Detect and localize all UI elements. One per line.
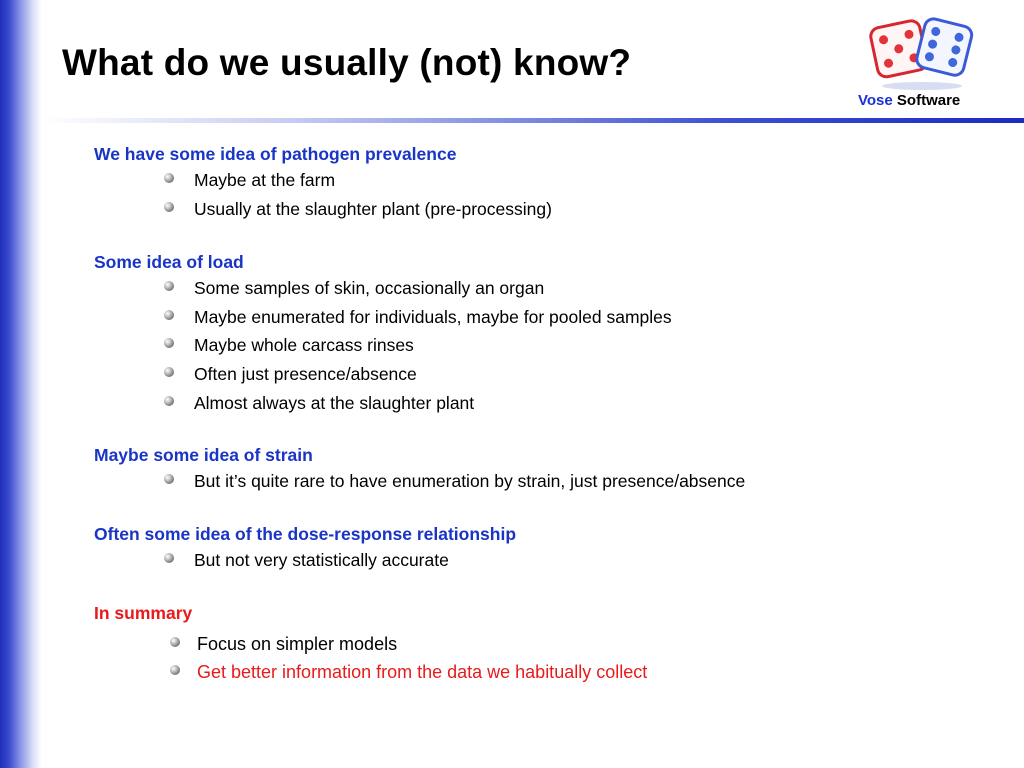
list-item-text: Get better information from the data we habitually collect: [197, 662, 648, 682]
list-item: [164, 550, 449, 571]
list-item-text: But not very statistically accurate: [194, 550, 449, 570]
sphere-bullet-icon: [164, 553, 174, 563]
list-item-text: Maybe enumerated for individuals, maybe for pooled samples: [194, 307, 672, 327]
list-item-text: Almost always at the slaughter plant: [194, 393, 475, 413]
list-item: [164, 278, 544, 299]
list-item: [164, 307, 672, 328]
list-item-text: Usually at the slaughter plant (pre-processing): [194, 199, 552, 219]
slide-title: What do we usually (not) know?: [62, 42, 632, 83]
section-heading-prevalence: We have some idea of pathogen prevalence: [94, 144, 457, 164]
sphere-bullet-icon: [164, 396, 174, 406]
sphere-bullet-icon: [164, 310, 174, 320]
list-item: [170, 662, 647, 683]
list-item-text: Maybe whole carcass rinses: [194, 335, 414, 355]
sphere-bullet-icon: [170, 665, 180, 675]
sphere-bullet-icon: [170, 637, 180, 647]
section-heading-load: Some idea of load: [94, 252, 244, 272]
sphere-bullet-icon: [164, 474, 174, 484]
list-item-text: Some samples of skin, occasionally an organ: [194, 278, 545, 298]
header-divider: [42, 118, 1024, 123]
brand-part-software: Software: [896, 92, 961, 109]
section-heading-summary: In summary: [94, 603, 193, 623]
section-heading-dose-response: Often some idea of the dose-response relationship: [94, 524, 517, 544]
sphere-bullet-icon: [164, 338, 174, 348]
sphere-bullet-icon: [164, 367, 174, 377]
list-item: [164, 170, 335, 191]
list-item: [164, 471, 745, 492]
list-item: [164, 335, 414, 356]
list-item: [164, 199, 552, 220]
brand-name: [858, 92, 960, 109]
sphere-bullet-icon: [164, 281, 174, 291]
list-item-text: Maybe at the farm: [194, 170, 336, 190]
section-heading-strain: Maybe some idea of strain: [94, 445, 313, 465]
sphere-bullet-icon: [164, 173, 174, 183]
list-item-text: Often just presence/absence: [194, 364, 417, 384]
list-item: [170, 634, 397, 655]
list-item-text: Focus on simpler models: [197, 634, 398, 654]
brand-part-vose: Vose: [858, 92, 893, 109]
list-item: [164, 393, 474, 414]
left-accent-bar: [0, 0, 42, 768]
list-item: [164, 364, 417, 385]
list-item-text: But it’s quite rare to have enumeration by strain, just presence/absence: [194, 471, 746, 491]
sphere-bullet-icon: [164, 202, 174, 212]
